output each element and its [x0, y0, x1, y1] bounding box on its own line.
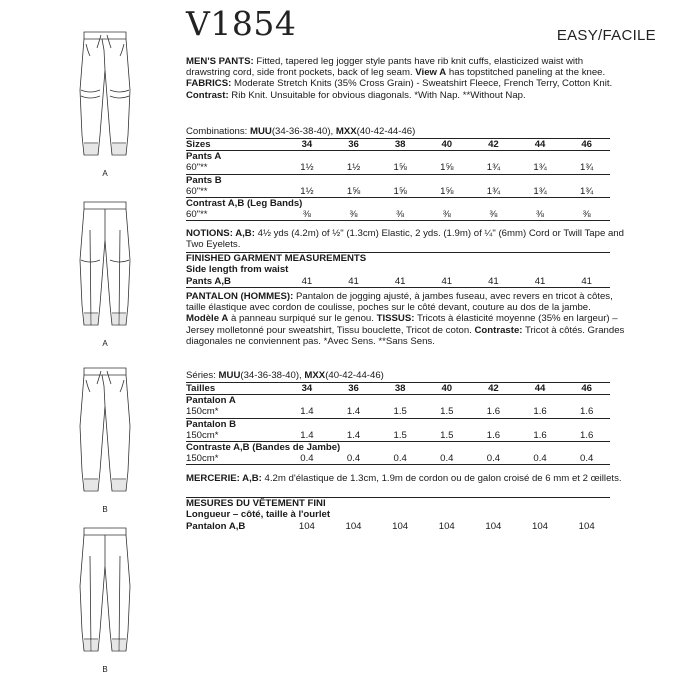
table-row — [186, 209, 610, 221]
combo-1-sizes: (34-36-38-40), — [240, 370, 305, 381]
combo-1-code: MUU — [218, 370, 241, 381]
yardage-cell: ⅜ — [423, 209, 470, 221]
mercerie-body: 4.2m d'élastique de 1.3cm, 1.9m de cordon ou de galon croisé de 6 mm et 2 œillets. — [261, 473, 622, 484]
size-cell: 40 — [423, 383, 470, 395]
combo-1-code: MUU — [250, 126, 272, 137]
table-row — [186, 186, 610, 198]
size-cell: 46 — [563, 139, 610, 151]
english-combinations — [186, 126, 626, 137]
measurement-cell: 104 — [485, 521, 502, 532]
contrast-body: Rib Knit. Unsuitable for obvious diagonals. *With Nap. **Without Nap. — [228, 89, 526, 101]
size-cell: 38 — [377, 139, 424, 151]
yardage-cell: 1⅝ — [423, 162, 470, 174]
combo-2-sizes: (40-42-44-46) — [356, 126, 416, 137]
measurement-cell: 41 — [330, 276, 377, 288]
fabrics-label: FABRICS: — [186, 78, 232, 90]
contrast-label: Contrast: — [186, 89, 229, 101]
combo-1-sizes: (34-36-38-40), — [271, 126, 336, 137]
row-label: Pantalon A,B — [186, 521, 246, 532]
english-finished-table — [186, 276, 610, 288]
english-yardage-table — [186, 138, 610, 221]
sketch-label: A — [102, 339, 108, 348]
row-group-label: Pantalon B — [186, 418, 237, 430]
contraste-body: Tricot à côtés. Grandes diagonales ne conviennent pas. *Avec Sens. **Sans Sens. — [186, 324, 625, 347]
yardage-cell: 1.6 — [517, 406, 564, 418]
sketch-view-b-front — [66, 366, 146, 514]
pants-back-drawing-b — [66, 526, 146, 661]
sketch-view-b-back — [66, 526, 146, 674]
model-a-label: Modèle A — [186, 313, 229, 325]
desc-title: PANTALON (HOMMES): — [186, 291, 294, 302]
french-mercerie — [186, 473, 626, 484]
measurement-cell: 104 — [438, 521, 455, 532]
yardage-cell: 1¾ — [517, 162, 564, 174]
yardage-cell: 1.6 — [470, 406, 517, 418]
size-cell: 40 — [423, 139, 470, 151]
row-group-label: Contrast A,B (Leg Bands) — [186, 198, 303, 210]
desc-body: Pantalon de jogging ajusté, à jambes fuseau, avec revers en tricot à côtes, taille élastique avec cordon de coulisse, poches sur le côté devant, couture au dos de la jambe. — [186, 291, 613, 314]
measurement-cell: 104 — [298, 521, 315, 532]
yardage-cell: 1.5 — [377, 430, 424, 442]
french-description — [186, 291, 626, 347]
yardage-cell: ⅜ — [563, 209, 610, 221]
table-row — [186, 276, 610, 288]
sketch-label: B — [102, 505, 108, 514]
sketch-label: B — [102, 665, 108, 674]
table-row — [186, 521, 610, 532]
desc-title: MEN'S PANTS: — [186, 56, 254, 67]
yardage-cell: ⅜ — [377, 209, 424, 221]
yardage-cell: 1½ — [330, 162, 377, 174]
tissus-body: Tricots à élasticité moyenne (35% en largeur) – Jersey molletonné pour sweatshirt, Tissu bouclette, Tricot de coton. — [186, 313, 618, 336]
yardage-cell: 1½ — [284, 162, 331, 174]
size-cell: 44 — [517, 139, 564, 151]
size-header-row — [186, 383, 610, 395]
yardage-cell: 0.4 — [563, 453, 610, 465]
table-row — [186, 430, 610, 442]
table-row — [186, 406, 610, 418]
measurement-cell: 41 — [563, 276, 610, 288]
yardage-cell: 0.4 — [517, 453, 564, 465]
yardage-cell: 0.4 — [377, 453, 424, 465]
yardage-cell: 1.6 — [563, 406, 610, 418]
yardage-cell: 1.5 — [423, 430, 470, 442]
yardage-cell: 1⅝ — [330, 186, 377, 198]
tissus-label: TISSUS: — [376, 313, 415, 325]
view-a-body: has topstitched paneling at the knee. — [446, 67, 606, 79]
pattern-number: V1854 — [186, 4, 297, 43]
measurement-cell: 41 — [423, 276, 470, 288]
sketch-view-a-front — [66, 30, 146, 178]
yardage-cell: 1.4 — [284, 430, 331, 442]
yardage-cell: 1⅝ — [377, 186, 424, 198]
row-group-label: Pants B — [186, 174, 222, 186]
mercerie-label: MERCERIE: A,B: — [186, 473, 262, 484]
sketch-label: A — [102, 169, 108, 178]
sizes-label: Tailles — [186, 383, 284, 395]
pants-front-drawing-a — [66, 30, 146, 165]
english-notions — [186, 228, 626, 250]
pants-front-drawing-b — [66, 366, 146, 501]
size-cell: 42 — [470, 139, 517, 151]
fabric-width: 150cm* — [186, 430, 284, 442]
sizes-label: Sizes — [186, 139, 284, 151]
combinations-label: Combinations: — [186, 126, 250, 137]
yardage-cell: 1¾ — [563, 186, 610, 198]
row-group-label: Contraste A,B (Bandes de Jambe) — [186, 442, 341, 454]
notions-body: 4½ yds (4.2m) of ½" (1.3cm) Elastic, 2 yds. (1.9m) of ¼" (6mm) Cord or Twill Tape and Two Eyelets. — [186, 228, 624, 251]
fabrics-body: Moderate Stretch Knits (35% Cross Grain) - Sweatshirt Fleece, French Terry, Cotton Knit. — [231, 78, 613, 90]
french-series — [186, 370, 626, 381]
pants-back-drawing-a — [66, 200, 146, 335]
row-group-label: Pants A — [186, 151, 222, 163]
view-a-label: View A — [415, 67, 447, 79]
yardage-cell: ⅜ — [470, 209, 517, 221]
row-label: Pants A,B — [186, 276, 284, 288]
fabric-width: 60"** — [186, 209, 284, 221]
size-cell: 44 — [517, 383, 564, 395]
yardage-cell: 1⅝ — [377, 162, 424, 174]
yardage-cell: 0.4 — [284, 453, 331, 465]
yardage-cell: 1.4 — [284, 406, 331, 418]
size-cell: 34 — [284, 383, 331, 395]
yardage-cell: 1.6 — [470, 430, 517, 442]
fabric-width: 150cm* — [186, 453, 284, 465]
size-cell: 36 — [330, 139, 377, 151]
french-finished-table — [186, 521, 610, 532]
french-finished-title: MESURES DU VÊTEMENT FINI — [186, 498, 326, 509]
technical-sketches — [66, 30, 146, 674]
english-finished-title: FINISHED GARMENT MEASUREMENTS — [186, 253, 367, 264]
yardage-cell: 1½ — [284, 186, 331, 198]
yardage-cell: 1⅝ — [423, 186, 470, 198]
french-yardage-table — [186, 382, 610, 465]
size-cell: 34 — [284, 139, 331, 151]
measurement-cell: 41 — [470, 276, 517, 288]
measurement-cell: 41 — [284, 276, 331, 288]
french-finished-subtitle: Longueur – côté, taille à l'ourlet — [186, 509, 331, 520]
english-finished-subtitle: Side length from waist — [186, 264, 289, 275]
size-cell: 38 — [377, 383, 424, 395]
table-row — [186, 151, 610, 163]
fabric-width: 60"** — [186, 162, 284, 174]
yardage-cell: 1.4 — [330, 430, 377, 442]
yardage-cell: 1.6 — [517, 430, 564, 442]
sketch-view-a-back — [66, 200, 146, 348]
yardage-cell: 0.4 — [470, 453, 517, 465]
yardage-cell: 0.4 — [330, 453, 377, 465]
yardage-cell: 1¾ — [470, 186, 517, 198]
table-row — [186, 442, 610, 454]
table-row — [186, 198, 610, 210]
table-row — [186, 453, 610, 465]
yardage-cell: 1.5 — [377, 406, 424, 418]
measurement-cell: 41 — [377, 276, 424, 288]
size-cell: 42 — [470, 383, 517, 395]
size-header-row — [186, 139, 610, 151]
table-row — [186, 418, 610, 430]
combo-2-sizes: (40-42-44-46) — [325, 370, 384, 381]
measurement-cell: 104 — [345, 521, 362, 532]
desc-body: Fitted, tapered leg jogger style pants have rib knit cuffs, elasticized waist with drawstring cord, side front pockets, back of leg seam. — [186, 56, 584, 79]
size-cell: 36 — [330, 383, 377, 395]
yardage-cell: 1.6 — [563, 430, 610, 442]
notions-label: NOTIONS: A,B: — [186, 228, 255, 239]
table-row — [186, 162, 610, 174]
row-group-label: Pantalon A — [186, 395, 236, 407]
measurement-cell: 41 — [517, 276, 564, 288]
yardage-cell: 1¾ — [470, 162, 517, 174]
measurement-cell: 104 — [578, 521, 595, 532]
measurement-cell: 104 — [532, 521, 549, 532]
yardage-cell: 1.5 — [423, 406, 470, 418]
yardage-cell: 1¾ — [563, 162, 610, 174]
measurement-cell: 104 — [392, 521, 409, 532]
table-row — [186, 395, 610, 407]
model-a-body: à panneau surpiqué sur le genou. — [228, 313, 377, 325]
yardage-cell: 0.4 — [423, 453, 470, 465]
fabric-width: 60"** — [186, 186, 284, 198]
difficulty-label: EASY/FACILE — [556, 27, 656, 44]
series-label: Séries: — [186, 370, 219, 381]
yardage-cell: 1¾ — [517, 186, 564, 198]
size-cell: 46 — [563, 383, 610, 395]
yardage-cell: ⅜ — [284, 209, 331, 221]
combo-2-code: MXX — [335, 126, 357, 137]
table-row — [186, 174, 610, 186]
yardage-cell: ⅜ — [330, 209, 377, 221]
fabric-width: 150cm* — [186, 406, 284, 418]
english-description — [186, 56, 626, 101]
yardage-cell: 1.4 — [330, 406, 377, 418]
contraste-label: Contraste: — [474, 324, 523, 336]
yardage-cell: ⅜ — [517, 209, 564, 221]
combo-2-code: MXX — [304, 370, 326, 381]
